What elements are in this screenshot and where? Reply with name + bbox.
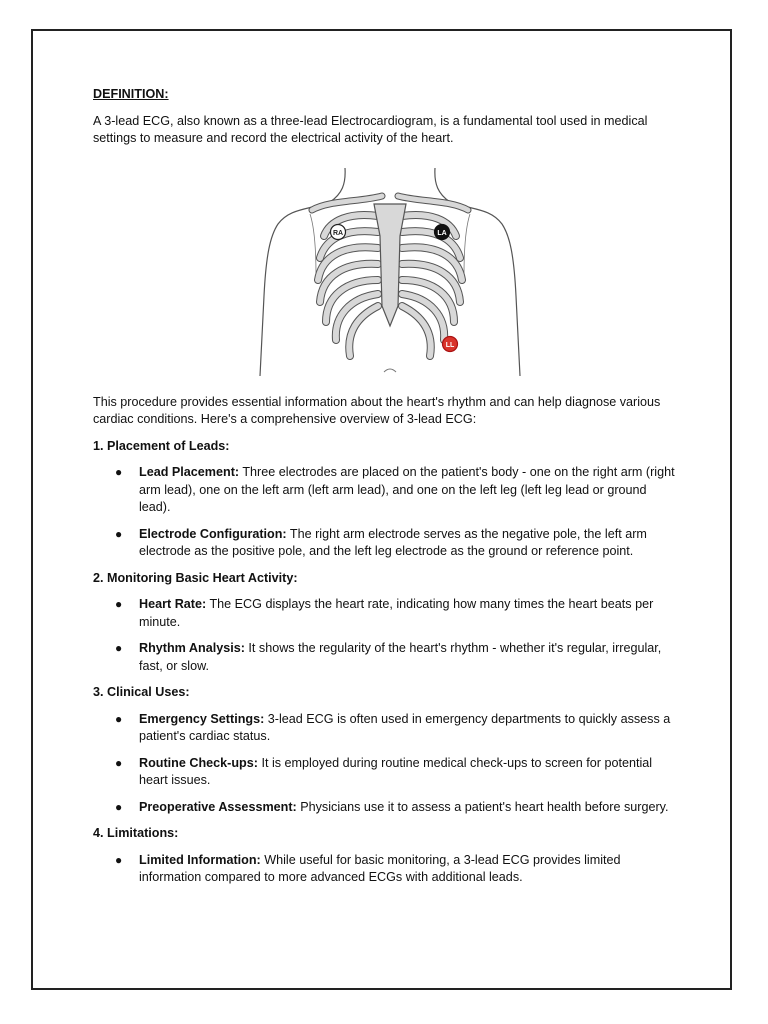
list-item bbox=[93, 640, 678, 675]
item-term: Electrode Configuration: bbox=[139, 526, 287, 541]
section-placement bbox=[93, 438, 678, 561]
torso-ribcage-illustration bbox=[250, 166, 530, 380]
bullet-icon: ● bbox=[115, 711, 123, 726]
bullet-list bbox=[93, 464, 678, 561]
electrode-ll-label: LL bbox=[445, 341, 455, 349]
bullet-icon: ● bbox=[115, 641, 123, 655]
bullet-icon: ● bbox=[115, 597, 123, 611]
item-text: Three electrodes are placed on the patient's body - one on the right arm (right arm lead), one on the left arm (left arm lead), and one on the left leg (left leg lead or ground lead). bbox=[139, 465, 675, 514]
electrode-ra bbox=[331, 224, 346, 239]
bullet-list bbox=[93, 852, 678, 887]
item-term: Heart Rate: bbox=[139, 597, 207, 611]
list-item bbox=[93, 799, 678, 817]
item-text: The right arm electrode serves as the negative pole, the left arm electrode as the positive pole, and the left leg electrode as the ground or reference point. bbox=[139, 526, 647, 558]
bullet-icon: ● bbox=[115, 755, 123, 770]
list-item bbox=[93, 755, 678, 790]
electrode-la-label: LA bbox=[437, 229, 447, 237]
bullet-icon: ● bbox=[115, 799, 123, 814]
overview-paragraph: This procedure provides essential information about the heart's rhythm and can help diagnose various cardiac conditions. Here's a comprehensive overview of 3-lead ECG: bbox=[93, 394, 661, 426]
list-item bbox=[93, 596, 678, 631]
list-item bbox=[93, 464, 678, 517]
section-title: 4. Limitations: bbox=[93, 826, 179, 840]
list-item bbox=[93, 711, 678, 746]
definition-heading: DEFINITION: bbox=[93, 87, 169, 101]
item-text: Physicians use it to assess a patient's heart health before surgery. bbox=[296, 799, 669, 814]
bullet-icon: ● bbox=[115, 852, 123, 867]
list-item bbox=[93, 526, 678, 561]
bullet-icon: ● bbox=[115, 465, 123, 479]
item-text: It is employed during routine medical check-ups to screen for potential heart issues. bbox=[139, 755, 653, 787]
item-term: Emergency Settings: bbox=[139, 711, 265, 726]
item-term: Limited Information: bbox=[139, 852, 261, 867]
item-text: While useful for basic monitoring, a 3-lead ECG provides limited information compared to more advanced ECGs with additional leads. bbox=[139, 852, 621, 884]
section-monitoring bbox=[93, 570, 678, 676]
section-title: 3. Clinical Uses: bbox=[93, 685, 190, 699]
document-body bbox=[93, 86, 678, 896]
bullet-icon: ● bbox=[115, 526, 123, 541]
intro-paragraph: A 3-lead ECG, also known as a three-lead Electrocardiogram, is a fundamental tool used in medical settings to measure and record the electrical activity of the heart. bbox=[93, 113, 648, 145]
section-limitations bbox=[93, 825, 678, 887]
section-title: 2. Monitoring Basic Heart Activity: bbox=[93, 570, 298, 585]
item-text: The ECG displays the heart rate, indicating how many times the heart beats per minute. bbox=[139, 597, 654, 629]
item-term: Rhythm Analysis: bbox=[139, 641, 245, 655]
item-term: Lead Placement: bbox=[139, 465, 240, 479]
section-title: 1. Placement of Leads: bbox=[93, 438, 230, 453]
bullet-list bbox=[93, 596, 678, 675]
electrode-ll bbox=[443, 336, 458, 351]
section-clinical-uses bbox=[93, 684, 678, 816]
electrode-la bbox=[435, 224, 450, 239]
item-text: It shows the regularity of the heart's rhythm - whether it's regular, irregular, fast, or slow. bbox=[139, 641, 662, 673]
bullet-list bbox=[93, 711, 678, 817]
item-text: 3-lead ECG is often used in emergency departments to quickly assess a patient's cardiac status. bbox=[139, 711, 671, 743]
item-term: Routine Check-ups: bbox=[139, 755, 258, 770]
electrode-ra-label: RA bbox=[332, 229, 344, 237]
item-term: Preoperative Assessment: bbox=[139, 799, 297, 814]
list-item bbox=[93, 852, 678, 887]
ecg-lead-diagram bbox=[93, 166, 678, 380]
